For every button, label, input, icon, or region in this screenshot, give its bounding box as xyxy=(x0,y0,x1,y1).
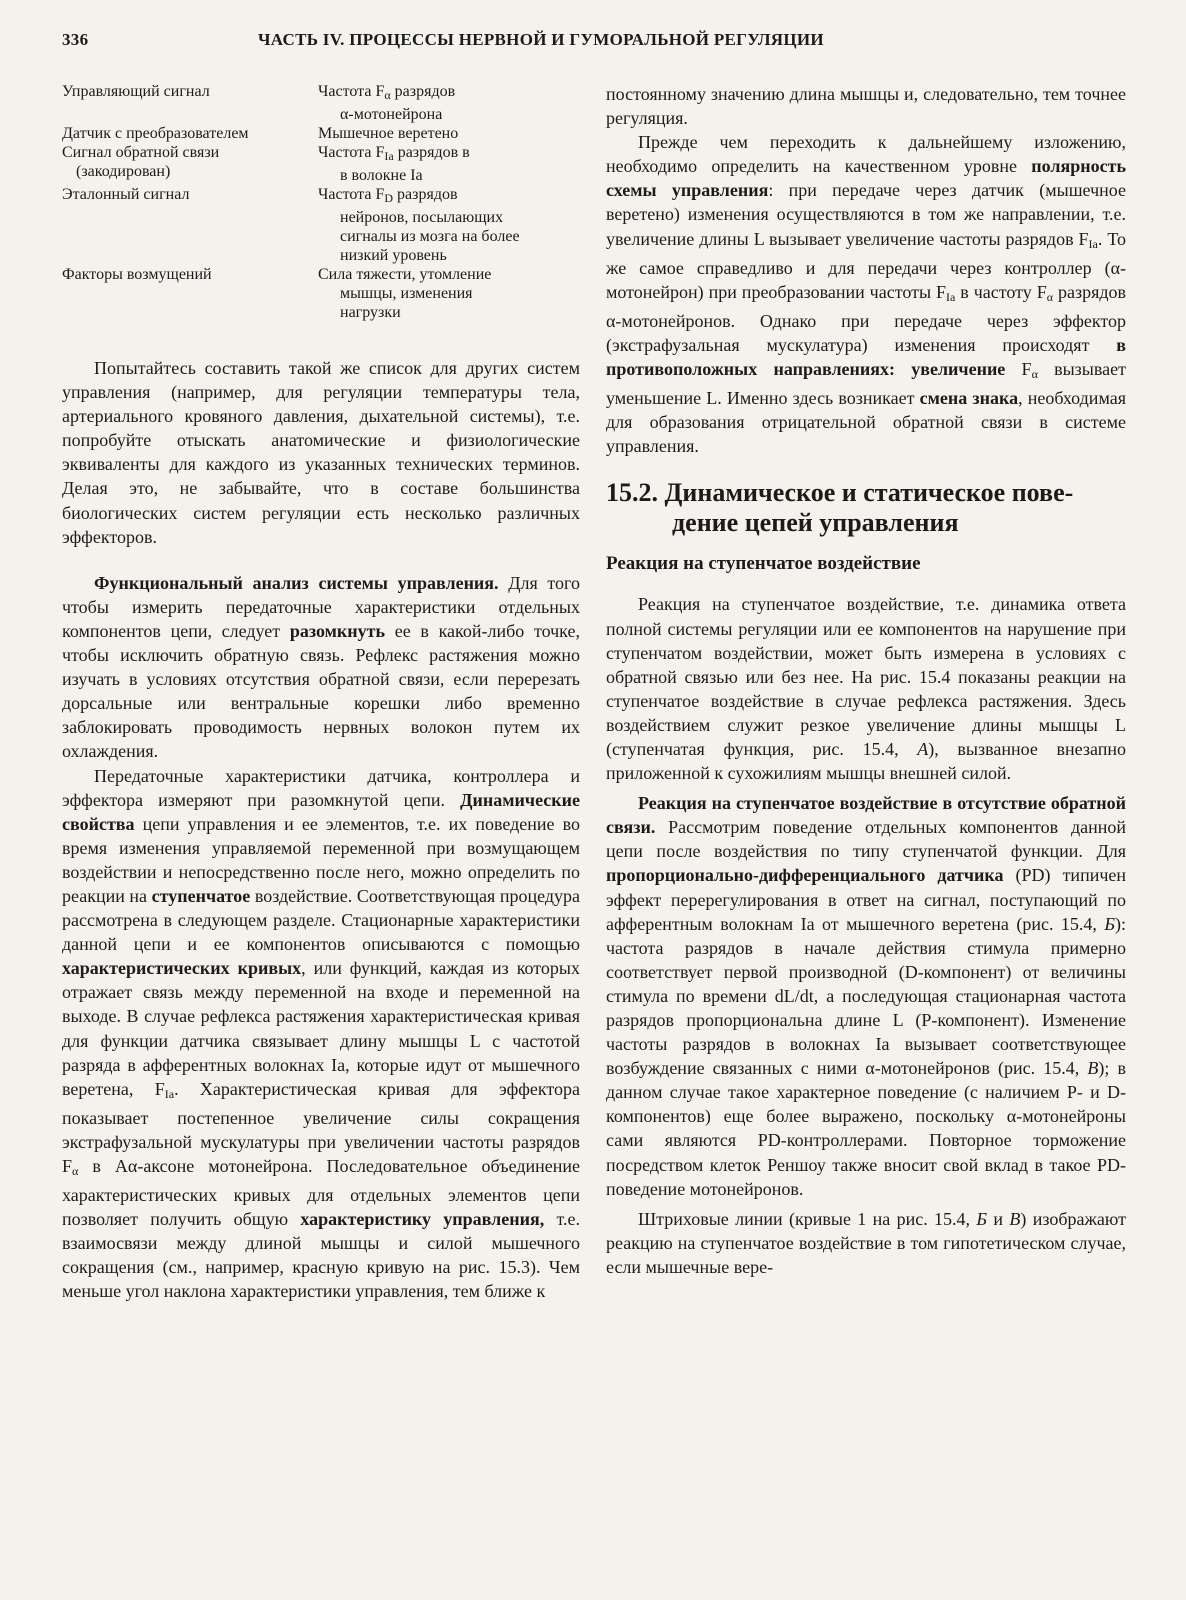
paragraph: постоянному значению длина мышцы и, следовательно, тем точнее регуляция. xyxy=(606,84,1126,129)
definition-term: Управляющий сигнал xyxy=(62,83,210,100)
definition-list xyxy=(62,82,580,322)
subsection-heading: Реакция на ступенчатое воздействие xyxy=(606,553,921,575)
section-heading: 15.2. Динамическое и статическое пове- дение цепей управления xyxy=(606,478,1074,538)
definition-term: Эталонный сигнал xyxy=(62,186,190,203)
paragraph: Функциональный анализ системы управления. Для того чтобы измерить передаточные характеристики отдельных компонентов цепи, следует разомкнуть ее в какой-либо точке, чтобы исключить обратную связь. Рефлекс растяжения можно изучать в условиях отсутствия обратной связи, если перерезать дорсальные или вентральные корешки либо временно заблокировать проводимость нервных волокон путем их охлаждения. xyxy=(62,572,580,762)
definition-desc: Сила тяжести, утомление мышцы, изменения нагрузки xyxy=(318,266,492,321)
definition-row xyxy=(62,82,580,124)
definition-row xyxy=(62,124,580,143)
paragraph: Передаточные характеристики датчика, контроллера и эффектора измеряют при разомкнутой цепи. Динамические свойства цепи управления и ее элементов, т.е. их поведение во время изменения управляемой переменной при возмущающем воздействии и непосредственно после него, можно определить по реакции на ступенчатое воздействие. Соответствующая процедура рассмотрена в следующем разделе. Стационарные характеристики данной цепи и ее компонентов описываются с помощью характеристических кривых, или функций, каждая из которых отражает связь между переменной на входе и переменной на выходе. В случае рефлекса растяжения характеристическая кривая для функции датчика связывает длину мышцы L с частотой разряда в афферентных волокнах Ia, которые идут от мышечного веретена, $F_{Ia}$. Характеристическая кривая для эффектора показывает постепенное увеличение силы сокращения экстрафузальной мускулатуры при увеличении частоты разрядов $F_\alpha$ в Aα-аксоне мотонейрона. Последовательное объединение характеристических кривых для отдельных элементов цепи позволяет получить общую характеристику управления, т.е. взаимосвязи между длиной мышцы и силой мышечного сокращения (см., например, красную кривую на рис. 15.3). Чем меньше угол наклона характеристики управления, тем ближе к xyxy=(62,765,581,1302)
page-number: 336 xyxy=(62,30,89,49)
definition-desc: Частота $F_\alpha$ разрядов α-мотонейрона xyxy=(318,83,456,123)
paragraph: Штриховые линии (кривые 1 на рис. 15.4, Б и В) изображают реакцию на ступенчатое воздействие в том гипотетическом случае, если мышечные вере- xyxy=(606,1208,1126,1277)
definition-row xyxy=(62,265,580,322)
running-title: ЧАСТЬ IV. ПРОЦЕССЫ НЕРВНОЙ И ГУМОРАЛЬНОЙ РЕГУЛЯЦИИ xyxy=(258,30,824,49)
paragraph: Попытайтесь составить такой же список для других систем управления (например, для регуляции температуры тела, артериального кровяного давления, дыхательной системы), т.е. попробуйте отыскать анатомические и физиологические эквиваленты для каждого из указанных технических терминов. Делая это, не забывайте, что в составе большинства биологических систем регуляции есть несколько различных эффекторов. xyxy=(62,358,580,547)
definition-row xyxy=(62,185,580,265)
paragraph: Реакция на ступенчатое воздействие, т.е. динамика ответа полной системы регуляции или ее компонентов на нарушение при ступенчатом воздействии, может быть измерена в условиях с обратной связью или без нее. На рис. 15.4 показаны реакции на ступенчатое воздействие в случае рефлекса растяжения. Здесь воздействием служит резкое увеличение длины мышцы L (ступенчатая функция, рис. 15.4, А), вызванное внезапно приложенной к сухожилиям мышцы внешней силой. xyxy=(606,594,1126,784)
left-column xyxy=(62,82,580,1304)
running-header xyxy=(62,30,1126,56)
definition-term: Датчик с преобразователем xyxy=(62,125,249,142)
paragraph: Прежде чем переходить к дальнейшему изложению, необходимо определить на качественном уровне полярность схемы управления: при передаче через датчик (мышечное веретено) изменения осуществляются в том же направлении, т.е. увеличение длины L вызывает увеличение частоты разрядов $F_{Ia}$. То же самое справедливо и для передачи через контроллер (α-мотонейрон) при преобразовании частоты $F_{Ia}$ в частоту $F_\alpha$ разрядов α-мотонейронов. Однако при передаче через эффектор (экстрафузальная мускулатура) изменения происходят в противоположных направлениях: увеличение $F_\alpha$ вызывает уменьшение L. Именно здесь возникает смена знака, необходимая для образования отрицательной обратной связи в системе управления. xyxy=(606,132,1127,457)
definition-term: Сигнал обратной связи (закодирован) xyxy=(62,144,220,180)
right-column xyxy=(606,82,1126,1279)
definition-row xyxy=(62,143,580,185)
definition-desc: Частота $F_{Ia}$ разрядов в в волокне Ia xyxy=(318,144,470,184)
definition-desc: Мышечное веретено xyxy=(318,125,459,142)
paragraph: Реакция на ступенчатое воздействие в отсутствие обратной связи. Рассмотрим поведение отдельных компонентов данной цепи после воздействия по типу ступенчатой функции. Для пропорционально-дифференциального датчика (PD) типичен эффект перерегулирования в ответ на сигнал, поступающий по афферентным волокнам Ia от мышечного веретена (рис. 15.4, Б): частота разрядов в начале действия стимула примерно соответствует первой производной (D-компонент) от величины стимула по времени dL/dt, а последующая стационарная частота разрядов пропорциональна длине L (P-компонент). Изменение частоты разрядов в волокнах Ia вызывает соответствующее возбуждение связанных с ними α-мотонейронов (рис. 15.4, В); в данном случае такое характерное поведение (с наличием P- и D-компонентов) еще более выражено, поскольку α-мотонейроны сами являются PD-контроллерами. Повторное торможение посредством клеток Реншоу также вносит свой вклад в такое PD-поведение мотонейронов. xyxy=(606,793,1127,1199)
definition-desc: Частота $F_D$ разрядов нейронов, посылающих сигналы из мозга на более низкий уровень xyxy=(318,186,520,264)
definition-term: Факторы возмущений xyxy=(62,266,212,283)
